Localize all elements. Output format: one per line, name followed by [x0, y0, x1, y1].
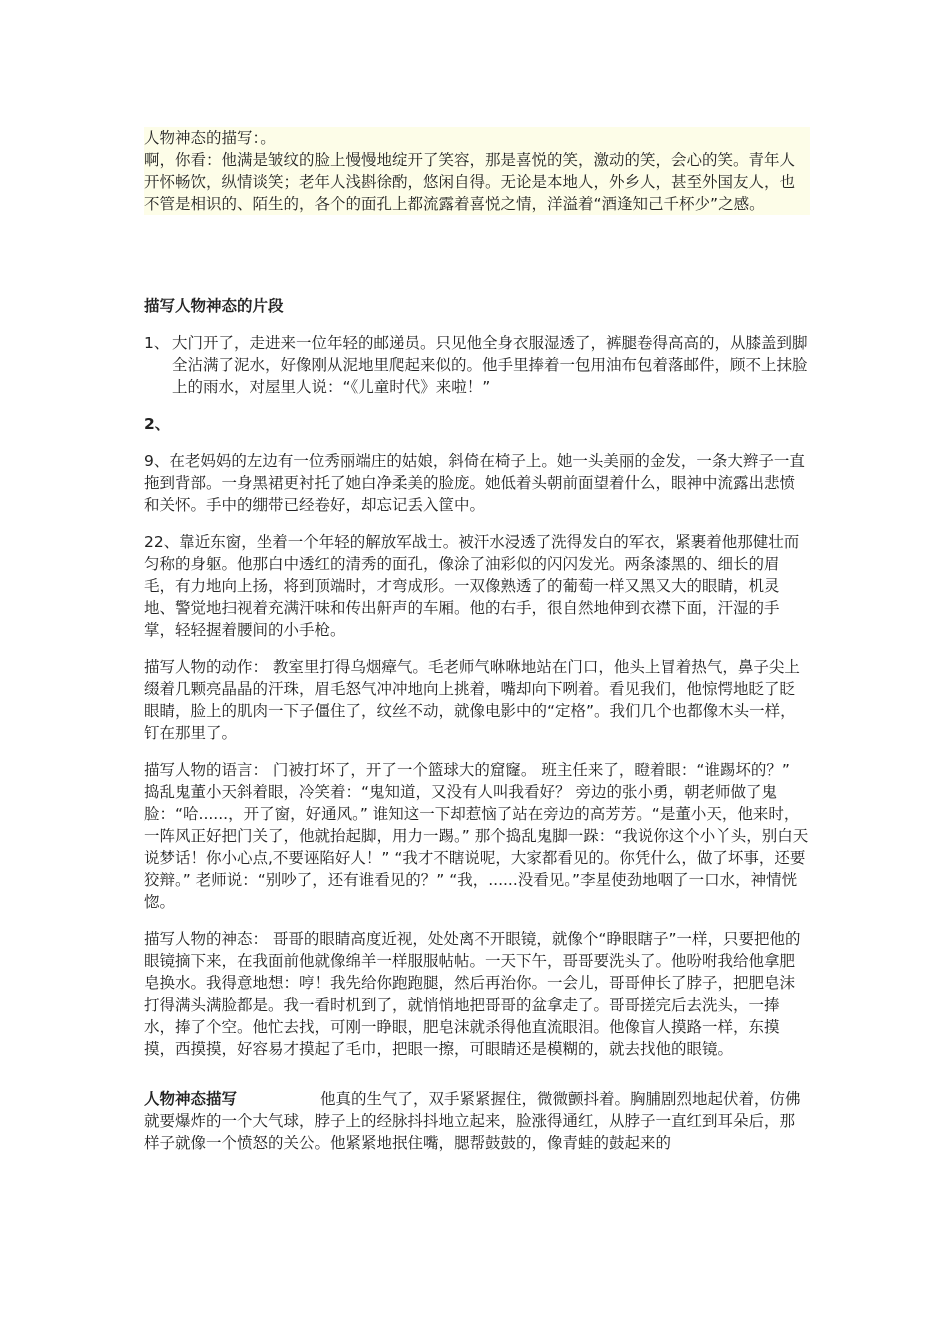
intro-paragraph: 啊，你看：他满是皱纹的脸上慢慢地绽开了笑容，那是喜悦的笑，激动的笑，会心的笑。青年人开怀畅饮，纵情谈笑；老年人浅斟徐酌，悠闲自得。无论是本地人，外乡人，甚至外国友人，也不管是相识的、陌生的，各个的面孔上都流露着喜悦之情，洋溢着“酒逢知己千杯少”之感。	[144, 149, 810, 215]
document-content	[144, 127, 810, 1154]
closing-text: 他真的生气了，双手紧紧握住，微微颤抖着。胸脯剧烈地起伏着，仿佛就要爆炸的一个大气球，脖子上的经脉抖抖地立起来，脸涨得通红，从脖子一直红到耳朵后，那样子就像一个愤怒的关公。他紧紧地抿住嘴，腮帮鼓鼓的，像青蛙的鼓起来的	[144, 1090, 801, 1152]
paragraph-9: 9、在老妈妈的左边有一位秀丽端庄的姑娘，斜倚在椅子上。她一头美丽的金发，一条大辫子一直拖到背部。一身黑裙更衬托了她白净柔美的脸庞。她低着头朝前面望着什么，眼神中流露出悲愤和关怀。手中的绷带已经卷好，却忘记丢入筐中。	[144, 452, 805, 514]
paragraph-expression: 描写人物的神态： 哥哥的眼睛高度近视，处处离不开眼镜，就像个“睁眼瞎子”一样，只要把他的眼镜摘下来，在我面前他就像绵羊一样服服帖帖。一天下午，哥哥要洗头了。他吩咐我给他拿肥皂换水。我得意地想：哼！我先给你跑跑腿，然后再治你。一会儿，哥哥伸长了脖子，把肥皂沫打得满头满脸都是。我一看时机到了，就悄悄地把哥哥的盆拿走了。哥哥搓完后去洗头，一捧水，捧了个空。他忙去找，可刚一睁眼，肥皂沫就杀得他直流眼泪。他像盲人摸路一样，东摸摸，西摸摸，好容易才摸起了毛巾，把眼一擦，可眼睛还是模糊的，就去找他的眼镜。	[144, 930, 801, 1058]
list-item-2	[144, 413, 810, 435]
list-item-number: 2、	[144, 415, 171, 433]
list-item-text: 大门开了，走进来一位年轻的邮递员。只见他全身衣服湿透了，裤腿卷得高高的，从膝盖到脚全沾满了泥水，好像刚从泥地里爬起来似的。他手里捧着一包用油布包着落邮件，顾不上抹脸上的雨水，对屋里人说：“《儿童时代》来啦！”	[172, 334, 808, 396]
closing-title: 人物神态描写	[144, 1090, 238, 1108]
paragraph-action: 描写人物的动作： 教室里打得乌烟瘴气。毛老师气咻咻地站在门口，他头上冒着热气，鼻子尖上缀着几颗亮晶晶的汗珠，眉毛怒气冲冲地向上挑着，嘴却向下咧着。看见我们，他惊愕地眨了眨眼睛，脸上的肌肉一下子僵住了，纹丝不动，就像电影中的“定格”。我们几个也都像木头一样，钉在那里了。	[144, 658, 800, 742]
paragraph-language: 描写人物的语言： 门被打坏了，开了一个篮球大的窟窿。 班主任来了，瞪着眼：“谁踢坏的？” 捣乱鬼董小天斜着眼，冷笑着：“鬼知道，又没有人叫我看好？ 旁边的张小勇，朝老师做了鬼脸：“哈......，开了窗，好通风。” 谁知这一下却惹恼了站在旁边的高芳芳。“是董小天，他来时，一阵风正好把门关了，他就抬起脚，用力一踢。” 那个捣乱鬼脚一跺：“我说你这个小丫头，别白天说梦话！你小心点,不要诬陷好人！” “我才不瞎说呢，大家都看见的。你凭什么，做了坏事，还要狡辩。” 老师说：“别吵了，还有谁看见的？” “我，......没看见。”李星使劲地咽了一口水，神情恍惚。	[144, 761, 809, 911]
intro-heading: 人物神态的描写：。	[144, 127, 810, 149]
list-item	[144, 332, 810, 398]
closing-paragraph	[144, 1088, 810, 1154]
paragraph-22: 22、靠近东窗，坐着一个年轻的解放军战士。被汗水浸透了洗得发白的军衣，紧裹着他那健壮而匀称的身躯。他那白中透红的清秀的面孔，像涂了油彩似的闪闪发光。两条漆黑的、细长的眉毛，有力地向上扬，将到顶端时，才弯成形。一双像熟透了的葡萄一样又黑又大的眼睛，机灵地、警觉地扫视着充满汗味和传出鼾声的车厢。他的右手，很自然地伸到衣襟下面，汗湿的手掌，轻轻握着腰间的小手枪。	[144, 533, 800, 639]
section-title: 描写人物神态的片段	[144, 297, 284, 315]
list-item-number: 1、	[144, 334, 170, 352]
intro-block	[144, 127, 810, 215]
